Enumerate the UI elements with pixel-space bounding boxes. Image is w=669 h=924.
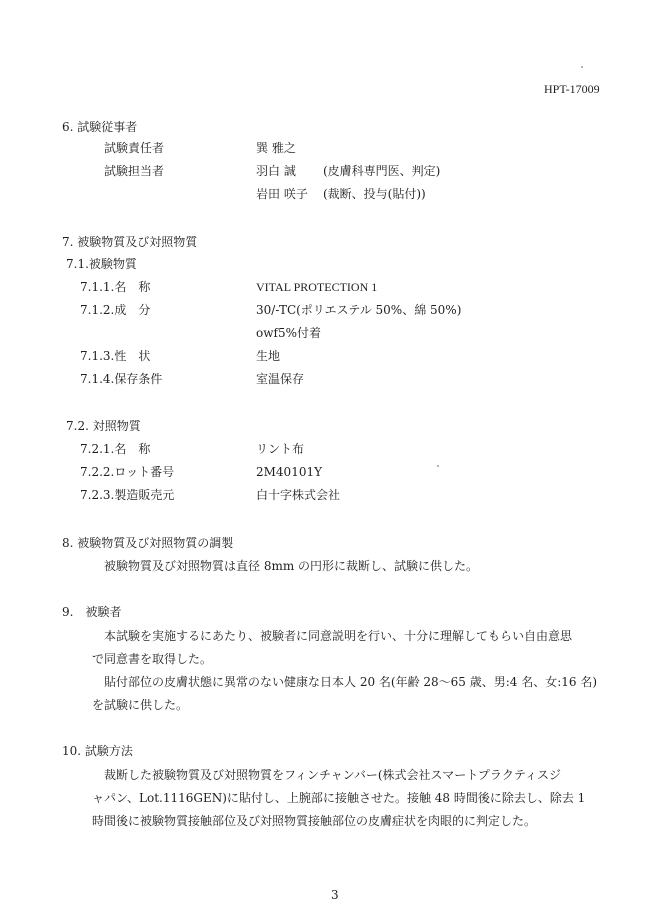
s6-label: 試験責任者: [104, 141, 165, 155]
s7-2-label: 7.2.3.製造販売元: [80, 488, 175, 502]
s7-1-label: 7.1.2.成 分: [80, 303, 151, 317]
s7-1-value: 生地: [256, 349, 281, 363]
s6-note: (裁断、投与(貼付)): [323, 187, 426, 201]
section-10-heading: 10. 試験方法: [62, 744, 133, 758]
s9-paragraph-line: 貼付部位の皮膚状態に異常のない健康な日本人 20 名(年齢 28～65 歳、男:4 名、女:16 名): [104, 675, 598, 689]
scan-speck: [581, 66, 583, 68]
section-7-1-heading: 7.1.被験物質: [66, 257, 137, 271]
s6-value: 羽白 誠: [256, 164, 296, 178]
section-9-heading: 9. 被験者: [62, 605, 122, 619]
s6-value: 岩田 咲子: [256, 187, 308, 201]
s7-1-value: 室温保存: [256, 372, 305, 386]
s6-value: 巽 雅之: [256, 141, 296, 155]
s7-2-value: 2M40101Y: [256, 465, 323, 479]
s7-2-label: 7.2.1.名 称: [80, 442, 151, 456]
s7-1-label: 7.1.3.性 状: [80, 349, 151, 363]
s6-label: 試験担当者: [104, 164, 165, 178]
s7-1-label: 7.1.4.保存条件: [80, 372, 163, 386]
s7-2-value: 白十字株式会社: [256, 488, 341, 502]
s7-2-label: 7.2.2.ロット番号: [80, 465, 175, 479]
s7-2-value: リント布: [256, 442, 305, 456]
s7-1-value: owf5%付着: [256, 326, 321, 340]
s6-note: (皮膚科専門医、判定): [323, 164, 441, 178]
s10-paragraph-line: 裁断した被験物質及び対照物質をフィンチャンバー(株式会社スマートプラクティスジ: [104, 768, 561, 782]
s7-1-label: 7.1.1.名 称: [80, 280, 151, 294]
s9-paragraph-line: を試験に供した。: [92, 698, 189, 712]
section-7-2-heading: 7.2. 対照物質: [66, 419, 141, 433]
document-id: HPT-17009: [544, 82, 600, 96]
s7-1-value: VITAL PROTECTION 1: [256, 280, 378, 294]
scan-speck: [437, 465, 439, 467]
section-7-heading: 7. 被験物質及び対照物質: [62, 235, 198, 249]
s10-paragraph-line: 時間後に被験物質接触部位及び対照物質接触部位の皮膚症状を肉眼的に判定した。: [92, 814, 537, 828]
s8-paragraph-line: 被験物質及び対照物質は直径 8mm の円形に裁断し、試験に供した。: [104, 559, 479, 573]
section-8-heading: 8. 被験物質及び対照物質の調製: [62, 536, 234, 550]
page-number: 3: [331, 888, 339, 902]
section-6-heading: 6. 試験従事者: [62, 120, 138, 134]
s10-paragraph-line: ャパン、Lot.1116GEN)に貼付し、上腕部に接触させた。接触 48 時間後に除去し、除去 1: [92, 791, 586, 805]
s7-1-value: 30/-TC(ポリエステル 50%、綿 50%): [256, 303, 462, 317]
s9-paragraph-line: で同意書を取得した。: [92, 652, 213, 666]
s9-paragraph-line: 本試験を実施するにあたり、被験者に同意説明を行い、十分に理解してもらい自由意思: [104, 629, 573, 643]
